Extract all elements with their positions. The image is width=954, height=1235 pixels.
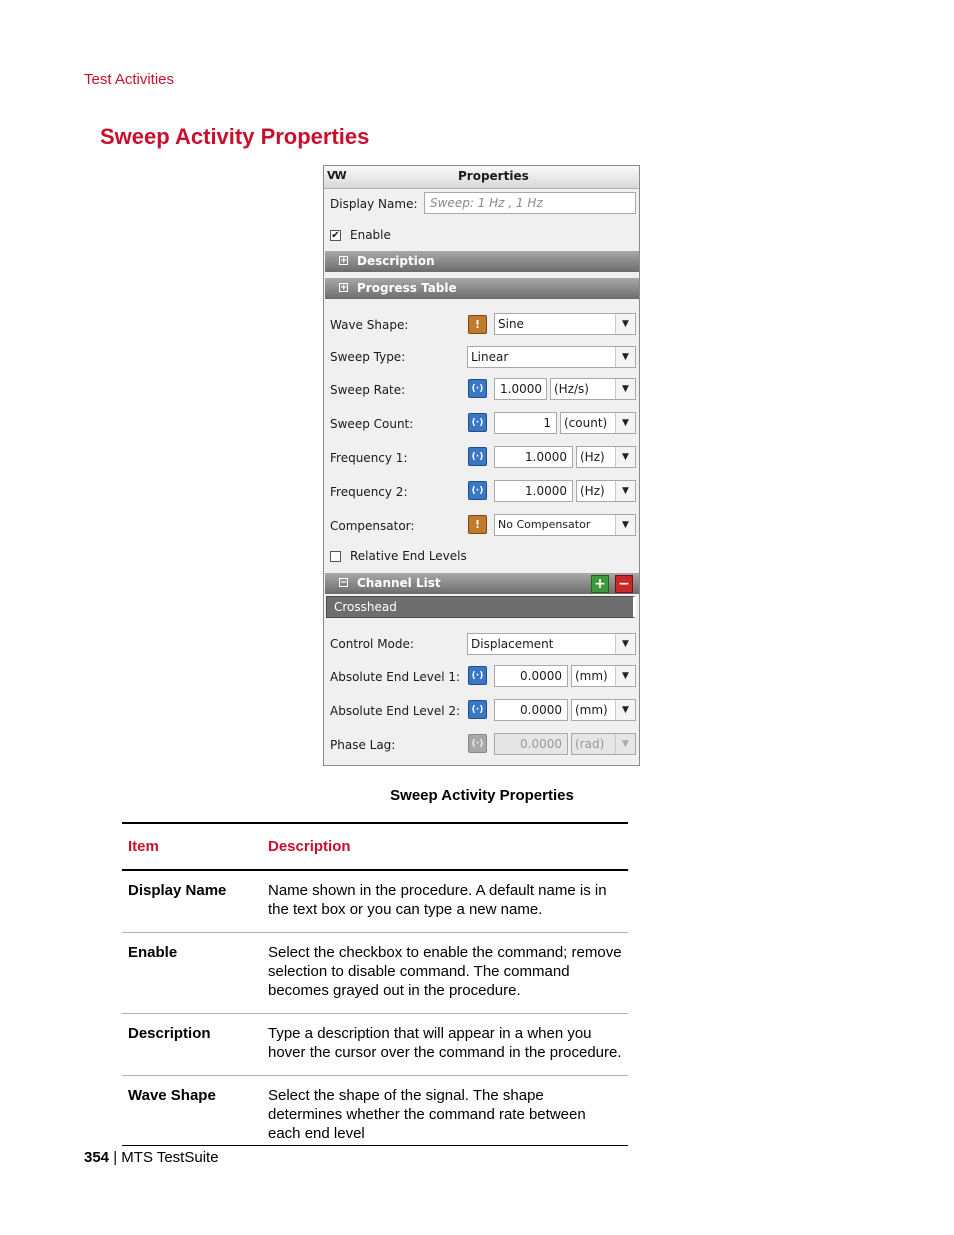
progress-table-section-title: Progress Table bbox=[357, 281, 457, 295]
plus-icon: + bbox=[594, 576, 606, 592]
table-cell-description: Select the shape of the signal. The shape determines whether the command rate between each end level bbox=[262, 1076, 628, 1146]
frequency-2-unit-dropdown[interactable] bbox=[576, 480, 636, 502]
dropdown-value: (count) bbox=[564, 416, 608, 430]
table-cell-item: Enable bbox=[122, 933, 262, 1014]
table-row bbox=[122, 870, 628, 933]
chevron-down-icon: ▼ bbox=[615, 700, 635, 720]
chevron-down-icon: ▼ bbox=[615, 347, 635, 367]
table-row bbox=[122, 1076, 628, 1146]
expand-icon: + bbox=[340, 256, 348, 266]
sweep-rate-unit-dropdown[interactable] bbox=[550, 378, 636, 400]
panel-title: Properties bbox=[458, 169, 529, 183]
phase-lag-unit-dropdown bbox=[571, 733, 636, 755]
dropdown-value: (Hz/s) bbox=[554, 382, 589, 396]
absolute-end-level-2-label: Absolute End Level 2: bbox=[330, 704, 461, 718]
page-title: Sweep Activity Properties bbox=[100, 124, 370, 149]
table-row bbox=[122, 1014, 628, 1076]
channel-list-section-title: Channel List bbox=[357, 576, 441, 590]
link-icon[interactable]: (·) bbox=[468, 700, 487, 719]
product-name: MTS TestSuite bbox=[121, 1149, 219, 1166]
footer-separator: | bbox=[113, 1149, 118, 1166]
compensator-label: Compensator: bbox=[330, 519, 415, 533]
phase-lag-input: 0.0000 bbox=[494, 733, 568, 755]
progress-table-section-header[interactable] bbox=[325, 278, 639, 299]
table-cell-description: Name shown in the procedure. A default name is in the text box or you can type a new name. bbox=[262, 870, 628, 933]
absolute-end-level-1-unit-dropdown[interactable] bbox=[571, 665, 636, 687]
sweep-count-unit-dropdown[interactable] bbox=[560, 412, 636, 434]
info-icon[interactable]: ! bbox=[468, 515, 487, 534]
panel-title-bar bbox=[324, 166, 639, 189]
description-section-title: Description bbox=[357, 254, 435, 268]
display-name-label: Display Name: bbox=[330, 197, 418, 211]
wave-shape-dropdown[interactable] bbox=[494, 313, 636, 335]
table-cell-item: Description bbox=[122, 1014, 262, 1076]
absolute-end-level-2-unit-dropdown[interactable] bbox=[571, 699, 636, 721]
control-mode-label: Control Mode: bbox=[330, 637, 414, 651]
dropdown-value: Displacement bbox=[471, 637, 554, 651]
enable-label: Enable bbox=[350, 228, 391, 242]
remove-channel-button[interactable] bbox=[615, 575, 633, 593]
link-icon[interactable]: (·) bbox=[468, 447, 487, 466]
dropdown-value: No Compensator bbox=[498, 518, 591, 531]
chevron-down-icon: ▼ bbox=[615, 379, 635, 399]
dropdown-value: Linear bbox=[471, 350, 509, 364]
table-row bbox=[122, 933, 628, 1014]
minus-icon: − bbox=[618, 576, 630, 592]
dropdown-value: (Hz) bbox=[580, 450, 605, 464]
page-footer bbox=[84, 1149, 219, 1166]
sweep-rate-label: Sweep Rate: bbox=[330, 383, 406, 397]
link-icon[interactable]: (·) bbox=[468, 666, 487, 685]
channel-list-section-header[interactable] bbox=[325, 573, 639, 594]
phase-lag-label: Phase Lag: bbox=[330, 738, 396, 752]
sweep-rate-input[interactable]: 1.0000 bbox=[494, 378, 547, 400]
relative-end-levels-checkbox[interactable] bbox=[330, 551, 341, 562]
link-icon: (·) bbox=[468, 734, 487, 753]
frequency-1-input[interactable]: 1.0000 bbox=[494, 446, 573, 468]
column-header-description: Description bbox=[262, 823, 628, 870]
chevron-down-icon: ▼ bbox=[615, 666, 635, 686]
table-cell-item: Wave Shape bbox=[122, 1076, 262, 1146]
info-icon[interactable]: ! bbox=[468, 315, 487, 334]
table-cell-description: Select the checkbox to enable the command; remove selection to disable command. The command becomes grayed out in the procedure. bbox=[262, 933, 628, 1014]
chevron-down-icon: ▼ bbox=[615, 634, 635, 654]
properties-panel bbox=[323, 165, 640, 766]
collapse-icon: − bbox=[340, 578, 348, 588]
wave-shape-label: Wave Shape: bbox=[330, 318, 409, 332]
frequency-1-label: Frequency 1: bbox=[330, 451, 408, 465]
frequency-2-input[interactable]: 1.0000 bbox=[494, 480, 573, 502]
sweep-type-label: Sweep Type: bbox=[330, 350, 406, 364]
column-header-item: Item bbox=[122, 823, 262, 870]
absolute-end-level-1-input[interactable]: 0.0000 bbox=[494, 665, 568, 687]
channel-list-item[interactable] bbox=[326, 596, 636, 618]
link-icon[interactable]: (·) bbox=[468, 379, 487, 398]
figure-caption: Sweep Activity Properties bbox=[390, 787, 574, 804]
link-icon[interactable]: (·) bbox=[468, 481, 487, 500]
table-cell-description: Type a description that will appear in a when you hover the cursor over the command in the procedure. bbox=[262, 1014, 628, 1076]
chevron-down-icon: ▼ bbox=[615, 413, 635, 433]
table-header-row bbox=[122, 823, 628, 870]
frequency-1-unit-dropdown[interactable] bbox=[576, 446, 636, 468]
breadcrumb[interactable]: Test Activities bbox=[84, 71, 175, 88]
dropdown-value: (mm) bbox=[575, 703, 608, 717]
sweep-count-label: Sweep Count: bbox=[330, 417, 414, 431]
add-channel-button[interactable] bbox=[591, 575, 609, 593]
control-mode-dropdown[interactable] bbox=[467, 633, 636, 655]
dropdown-value: (mm) bbox=[575, 669, 608, 683]
page-number: 354 bbox=[84, 1149, 110, 1166]
expand-icon: + bbox=[340, 283, 348, 293]
sweep-count-input[interactable]: 1 bbox=[494, 412, 557, 434]
display-name-input[interactable]: Sweep: 1 Hz , 1 Hz bbox=[424, 192, 636, 214]
waveform-icon: VW bbox=[327, 169, 346, 182]
absolute-end-level-1-label: Absolute End Level 1: bbox=[330, 670, 461, 684]
chevron-down-icon: ▼ bbox=[615, 734, 635, 754]
channel-name: Crosshead bbox=[334, 600, 397, 614]
dropdown-value: (Hz) bbox=[580, 484, 605, 498]
dropdown-value: Sine bbox=[498, 317, 524, 331]
table-cell-item: Display Name bbox=[122, 870, 262, 933]
link-icon[interactable]: (·) bbox=[468, 413, 487, 432]
sweep-type-dropdown[interactable] bbox=[467, 346, 636, 368]
properties-table bbox=[122, 822, 628, 1146]
relative-end-levels-label: Relative End Levels bbox=[350, 549, 467, 563]
description-section-header[interactable] bbox=[325, 251, 639, 272]
frequency-2-label: Frequency 2: bbox=[330, 485, 408, 499]
chevron-down-icon: ▼ bbox=[615, 447, 635, 467]
chevron-down-icon: ▼ bbox=[615, 515, 635, 535]
dropdown-value: (rad) bbox=[575, 737, 605, 751]
compensator-dropdown[interactable] bbox=[494, 514, 636, 536]
chevron-down-icon: ▼ bbox=[615, 481, 635, 501]
enable-checkbox[interactable]: ✔ bbox=[331, 230, 340, 241]
chevron-down-icon: ▼ bbox=[615, 314, 635, 334]
absolute-end-level-2-input[interactable]: 0.0000 bbox=[494, 699, 568, 721]
